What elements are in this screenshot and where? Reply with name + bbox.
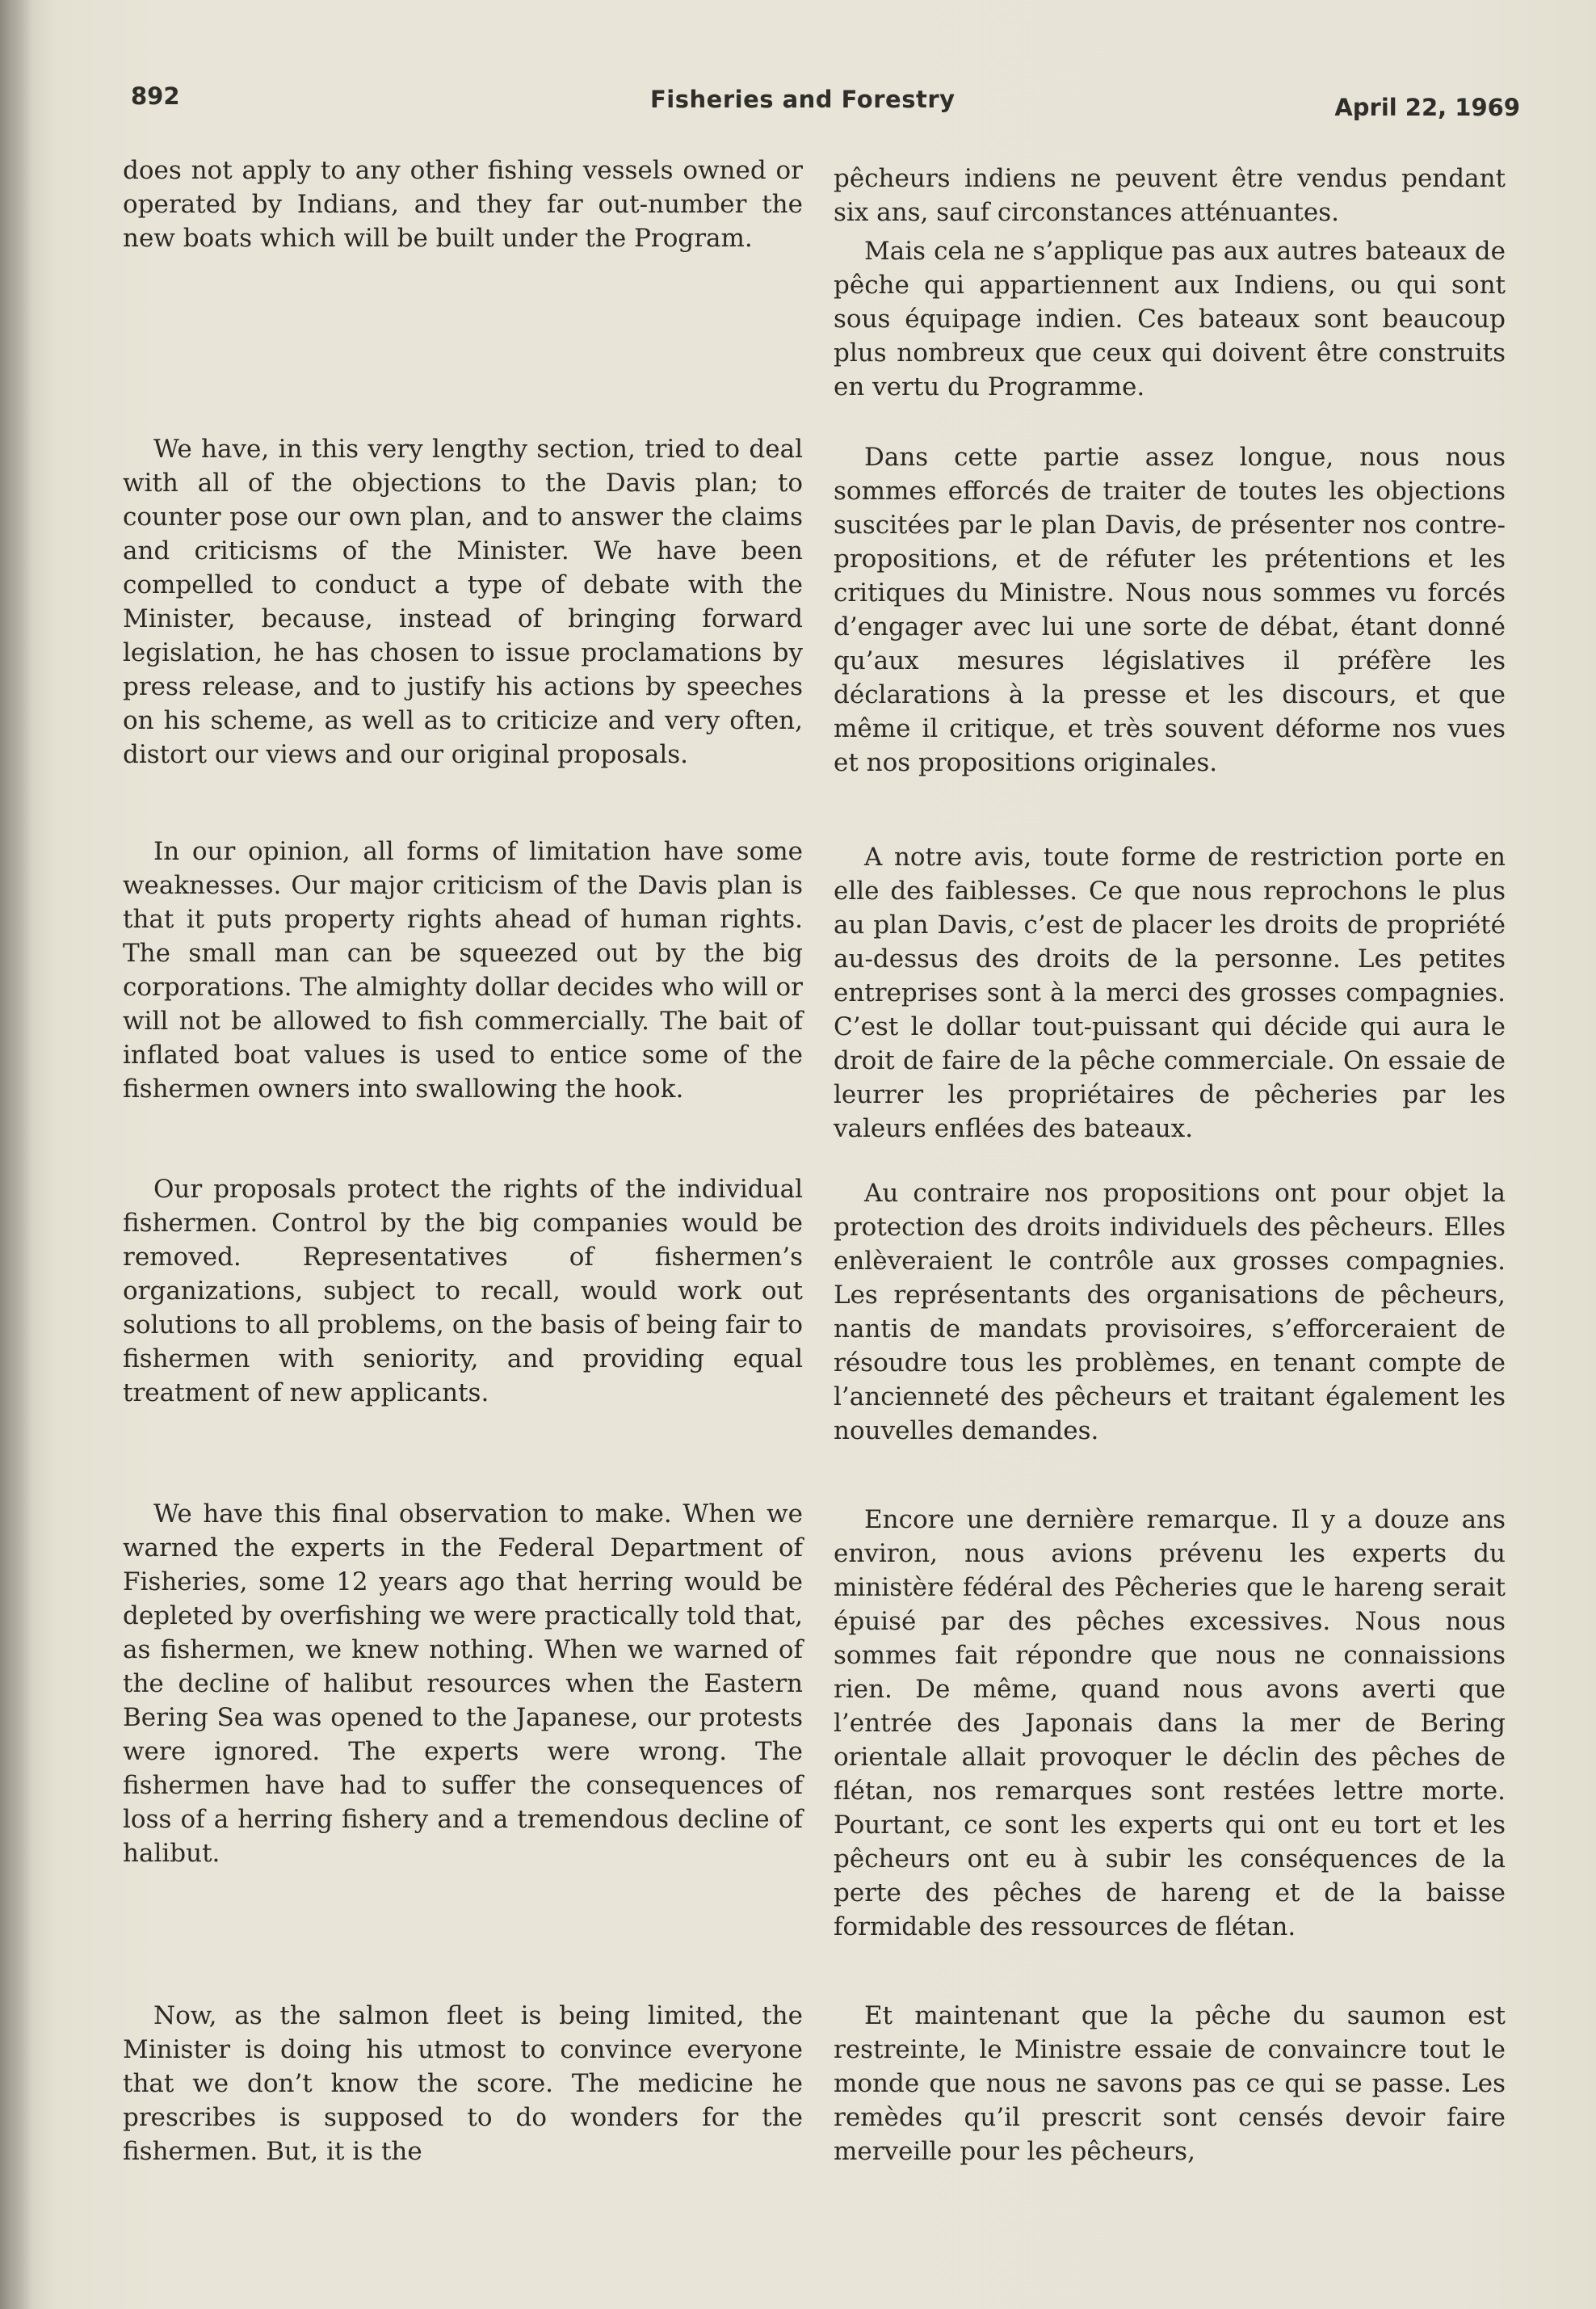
page-number: 892 [131, 82, 180, 110]
french-column [834, 234, 1506, 404]
french-paragraph-7: Et maintenant que la pêche du saumon est restreinte, le Ministre essaie de convaincre tout le monde que nous ne savons pas ce qui se passe. Les remèdes qu’il prescrit sont censés devoir faire merveille pour les pêcheurs, [834, 2001, 1506, 2166]
french-paragraph-6: Encore une dernière remarque. Il y a douze ans environ, nous avions prévenu les experts du ministère fédéral des Pêcheries que le hareng serait épuisé par des pêches excessives. Nous nous sommes fait répondre que nous ne connaissions rien. De même, quand nous avons averti que l’entrée des Japonais dans la mer de Bering orientale allait provoquer le déclin des pêches de flétan, nos remarques sont restées lettre morte. Pourtant, ce sont les experts qui ont eu tort et les pêcheurs ont eu à subir les conséquences de la perte des pêches de hareng et de la baisse formidable des ressources de flétan. [834, 1505, 1506, 1941]
french-paragraph-5: Au contraire nos propositions ont pour objet la protection des droits individuels des pêcheurs. Elles enlèveraient le contrôle aux grosses compagnies. Les représentants des organisations de pêcheurs, nantis de mandats provisoires, s’efforceraient de résoudre tous les problèmes, en tenant compte de l’ancienneté des pêcheurs et traitant également les nouvelles demandes. [834, 1179, 1506, 1445]
english-column [123, 1999, 803, 2168]
french-column [834, 1503, 1506, 1944]
english-column [123, 154, 803, 255]
english-paragraph-5: We have this final observation to make. When we warned the experts in the Federal Department of Fisheries, some 12 years ago that herring would be depleted by overfishing we were practically told that, as fishermen, we knew nothing. When we warned of the decline of halibut resources when the Eastern Bering Sea was opened to the Japanese, our protests were ignored. The experts were wrong. The fishermen have had to suffer the consequences of loss of a herring fishery and a tremendous decline of halibut. [123, 1499, 803, 1868]
french-column [834, 840, 1506, 1146]
french-column [834, 1176, 1506, 1448]
english-paragraph-3: In our opinion, all forms of limitation have some weaknesses. Our major criticism of the Davis plan is that it puts property rights ahead of human rights. The small man can be squeezed out by the big corporations. The almighty dollar decides who will or will not be allowed to fish commercially. The bait of inflated boat values is used to entice some of the fishermen owners into swallowing the hook. [123, 837, 803, 1104]
header-date: April 22, 1969 [1334, 94, 1520, 121]
english-paragraph-2: We have, in this very lengthy section, tried to deal with all of the objections to the Davis plan; to counter pose our own plan, and to answer the claims and criticisms of the Minister. We have been compelled to conduct a type of debate with the Minister, because, instead of bringing forward legislation, he has chosen to issue proclamations by press release, and to justify his actions by speeches on his scheme, as well as to criticize and very often, distort our views and our original proposals. [123, 435, 803, 769]
french-column [834, 440, 1506, 780]
english-paragraph-1: does not apply to any other fishing vessels owned or operated by Indians, and they far out-number the new boats which will be built under the Program. [123, 156, 803, 253]
english-paragraph-4: Our proposals protect the rights of the individual fishermen. Control by the big companies would be removed. Representatives of fishermen’s organizations, subject to recall, would work out solutions to all problems, on the basis of being fair to fishermen with seniority, and providing equal treatment of new applicants. [123, 1175, 803, 1407]
french-paragraph-4: A notre avis, toute forme de restriction porte en elle des faiblesses. Ce que nous reprochons le plus au plan Davis, c’est de placer les droits de propriété au-dessus des droits de la personne. Les petites entreprises sont à la merci des grosses compagnies. C’est le dollar tout-puissant qui décide qui aura le droit de faire de la pêche commerciale. On essaie de leurrer les propriétaires de pêcheries par les valeurs enflées des bateaux. [834, 843, 1506, 1143]
section-title: Fisheries and Forestry [650, 86, 956, 113]
page-header [121, 78, 1527, 126]
english-column [123, 432, 803, 772]
english-column [123, 1497, 803, 1870]
french-paragraph-2: Mais cela ne s’applique pas aux autres bateaux de pêche qui appartiennent aux Indiens, ou qui sont sous équipage indien. Ces bateaux sont beaucoup plus nombreux que ceux qui doivent être construits en vertu du Programme. [834, 237, 1506, 402]
french-column [834, 162, 1506, 229]
english-paragraph-6: Now, as the salmon fleet is being limited, the Minister is doing his utmost to convince everyone that we don’t know the score. The medicine he prescribes is supposed to do wonders for the fishermen. But, it is the [123, 2001, 803, 2166]
french-paragraph-3: Dans cette partie assez longue, nous nous sommes efforcés de traiter de toutes les objections suscitées par le plan Davis, de présenter nos contre-propositions, et de réfuter les prétentions et les critiques du Ministre. Nous nous sommes vu forcés d’engager avec lui une sorte de débat, étant donné qu’aux mesures législatives il préfère les déclarations à la presse et les discours, et que même il critique, et très souvent déforme nos vues et nos propositions originales. [834, 443, 1506, 777]
english-column [123, 835, 803, 1106]
english-column [123, 1172, 803, 1410]
page-binding-shadow [0, 0, 32, 2309]
french-column [834, 1999, 1506, 2168]
french-paragraph-1: pêcheurs indiens ne peuvent être vendus pendant six ans, sauf circonstances atténuantes. [834, 164, 1506, 227]
